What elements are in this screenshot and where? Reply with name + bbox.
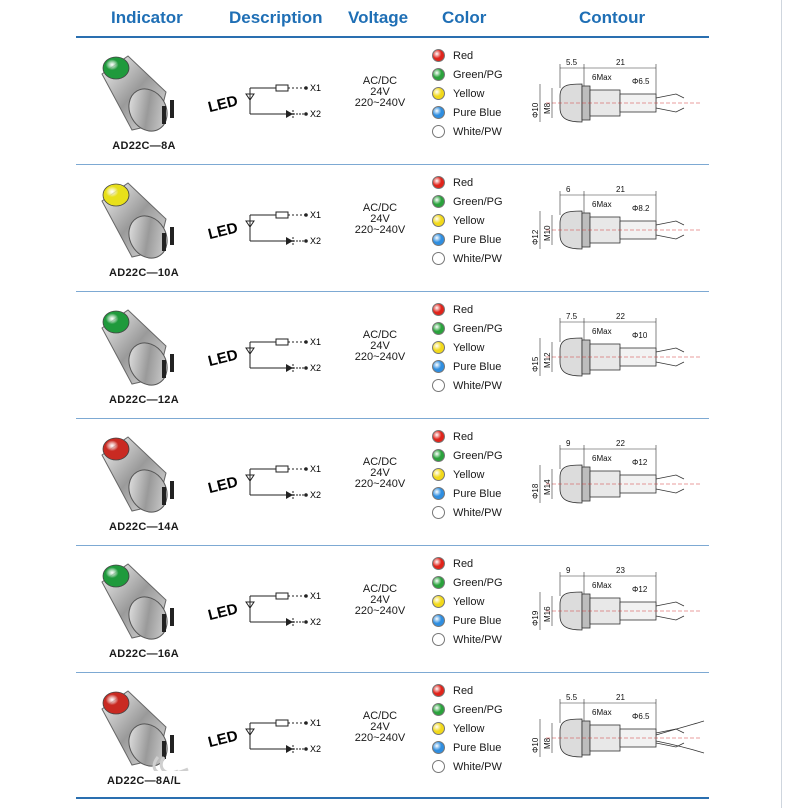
dim-d2: Φ10: [531, 102, 540, 118]
color-swatch: [432, 195, 445, 208]
dim-thread: M12: [543, 352, 552, 368]
dim-thread: M8: [543, 737, 552, 749]
dim-d1: Φ12: [632, 585, 648, 594]
dim-max: 6Max: [592, 327, 612, 336]
color-name: Red: [453, 176, 474, 189]
color-swatch: [432, 614, 445, 627]
color-name: Yellow: [453, 722, 485, 735]
color-swatch: [432, 176, 445, 189]
voltage-line: 220~240V: [354, 732, 406, 744]
color-name: Pure Blue: [453, 106, 502, 119]
color-name: Green/PG: [453, 449, 503, 462]
color-name: Green/PG: [453, 68, 503, 81]
color-name: White/PW: [453, 506, 502, 519]
color-name: Pure Blue: [453, 360, 502, 373]
dim-d1: Φ6.5: [632, 77, 650, 86]
terminal-x1: X1: [310, 718, 322, 728]
header-indicator: Indicator: [111, 8, 183, 27]
voltage-line: 220~240V: [354, 224, 406, 236]
color-swatch: [432, 125, 445, 138]
color-swatch: [432, 430, 445, 443]
color-name: Yellow: [453, 341, 485, 354]
dim-max: 6Max: [592, 708, 612, 717]
dim-d2: Φ19: [531, 610, 540, 626]
terminal-x2: X2: [310, 363, 322, 373]
dim-max: 6Max: [592, 200, 612, 209]
voltage-line: AC/DC: [362, 583, 398, 595]
dim-d2: Φ12: [531, 229, 540, 245]
dim-d1: Φ8.2: [632, 204, 650, 213]
terminal-x1: X1: [310, 591, 322, 601]
dim-d2: Φ18: [531, 483, 540, 499]
model-label: AD22C—14A: [109, 521, 179, 533]
voltage-line: AC/DC: [362, 202, 398, 214]
table-row: [0, 292, 786, 419]
terminal-x1: X1: [310, 337, 322, 347]
led-label: LED: [206, 346, 240, 371]
color-swatch: [432, 722, 445, 735]
dim-d1: Φ6.5: [632, 712, 650, 721]
indicator-lamp-image: [88, 298, 198, 390]
voltage-line: 220~240V: [354, 97, 406, 109]
color-swatch: [432, 252, 445, 265]
table-row: [0, 419, 786, 546]
color-name: White/PW: [453, 125, 502, 138]
voltage-line: 24V: [370, 721, 390, 733]
indicator-lamp-image: [88, 679, 198, 771]
dim-b: 23: [616, 566, 625, 575]
indicator-lamp-image: [88, 425, 198, 517]
voltage-line: AC/DC: [362, 75, 398, 87]
voltage-line: 24V: [370, 340, 390, 352]
contour-drawing: [526, 298, 706, 398]
led-label: LED: [206, 473, 240, 498]
dim-thread: M14: [543, 479, 552, 495]
dim-a: 9: [566, 439, 571, 448]
dim-d1: Φ12: [632, 458, 648, 467]
contour-drawing: [526, 171, 706, 271]
voltage-line: 24V: [370, 213, 390, 225]
indicator-lamp-image: [88, 552, 198, 644]
led-circuit-diagram: [206, 185, 336, 255]
led-circuit-diagram: [206, 58, 336, 128]
voltage-line: AC/DC: [362, 710, 398, 722]
led-label: LED: [206, 600, 240, 625]
voltage-text: [340, 457, 420, 490]
voltage-line: 24V: [370, 594, 390, 606]
color-swatch: [432, 557, 445, 570]
dim-a: 5.5: [566, 58, 578, 67]
voltage-line: 220~240V: [354, 351, 406, 363]
color-name: Yellow: [453, 214, 485, 227]
color-name: Red: [453, 430, 474, 443]
dim-max: 6Max: [592, 454, 612, 463]
color-name: White/PW: [453, 252, 502, 265]
color-swatch: [432, 633, 445, 646]
terminal-x1: X1: [310, 83, 322, 93]
dim-max: 6Max: [592, 581, 612, 590]
color-swatch: [432, 303, 445, 316]
color-name: White/PW: [453, 633, 502, 646]
color-swatch: [432, 703, 445, 716]
terminal-x2: X2: [310, 617, 322, 627]
model-label: AD22C—12A: [109, 394, 179, 406]
color-swatch: [432, 576, 445, 589]
footer-rule: [76, 797, 709, 799]
header-contour: Contour: [579, 8, 646, 27]
model-label: AD22C—10A: [109, 267, 179, 279]
dim-a: 7.5: [566, 312, 578, 321]
led-label: LED: [206, 92, 240, 117]
color-swatch: [432, 106, 445, 119]
table-row: [0, 673, 786, 800]
dim-b: 21: [616, 58, 625, 67]
color-name: Green/PG: [453, 195, 503, 208]
dim-d2: Φ15: [531, 356, 540, 372]
indicator-lamp-image: [88, 44, 198, 136]
dim-a: 9: [566, 566, 571, 575]
voltage-line: AC/DC: [362, 456, 398, 468]
model-label: AD22C—16A: [109, 648, 179, 660]
color-swatch: [432, 68, 445, 81]
dim-b: 22: [616, 439, 625, 448]
dim-max: 6Max: [592, 73, 612, 82]
led-circuit-diagram: [206, 566, 336, 636]
color-swatch: [432, 449, 445, 462]
color-swatch: [432, 684, 445, 697]
color-name: Red: [453, 49, 474, 62]
header-voltage: Voltage: [348, 8, 409, 27]
color-name: Pure Blue: [453, 614, 502, 627]
table-row: [0, 165, 786, 292]
color-name: Yellow: [453, 87, 485, 100]
dim-a: 6: [566, 185, 571, 194]
color-name: Pure Blue: [453, 741, 502, 754]
led-circuit-diagram: [206, 693, 336, 763]
led-circuit-diagram: [206, 439, 336, 509]
dim-b: 21: [616, 693, 625, 702]
color-swatch: [432, 487, 445, 500]
color-swatch: [432, 233, 445, 246]
color-name: Red: [453, 557, 474, 570]
contour-drawing: [526, 679, 706, 779]
terminal-x1: X1: [310, 464, 322, 474]
color-name: Yellow: [453, 595, 485, 608]
contour-drawing: [526, 44, 706, 144]
color-swatch: [432, 341, 445, 354]
color-swatch: [432, 322, 445, 335]
dim-thread: M10: [543, 225, 552, 241]
color-swatch: [432, 360, 445, 373]
terminal-x2: X2: [310, 744, 322, 754]
color-name: Green/PG: [453, 576, 503, 589]
dim-d2: Φ10: [531, 737, 540, 753]
color-name: White/PW: [453, 760, 502, 773]
dim-b: 22: [616, 312, 625, 321]
terminal-x1: X1: [310, 210, 322, 220]
voltage-text: [340, 584, 420, 617]
color-name: Red: [453, 684, 474, 697]
color-swatch: [432, 760, 445, 773]
voltage-text: [340, 711, 420, 744]
terminal-x2: X2: [310, 490, 322, 500]
table-row: [0, 546, 786, 673]
led-label: LED: [206, 727, 240, 752]
color-name: Green/PG: [453, 322, 503, 335]
color-name: Red: [453, 303, 474, 316]
contour-drawing: [526, 425, 706, 525]
color-name: Pure Blue: [453, 233, 502, 246]
voltage-text: [340, 203, 420, 236]
dim-b: 21: [616, 185, 625, 194]
color-swatch: [432, 379, 445, 392]
contour-drawing: [526, 552, 706, 652]
terminal-x2: X2: [310, 109, 322, 119]
dim-a: 5.5: [566, 693, 578, 702]
dim-d1: Φ10: [632, 331, 648, 340]
color-swatch: [432, 87, 445, 100]
voltage-line: 24V: [370, 86, 390, 98]
color-swatch: [432, 506, 445, 519]
model-label: AD22C—8A: [112, 140, 176, 152]
color-name: Pure Blue: [453, 487, 502, 500]
led-circuit-diagram: [206, 312, 336, 382]
color-swatch: [432, 468, 445, 481]
color-name: Green/PG: [453, 703, 503, 716]
voltage-text: [340, 76, 420, 109]
table-row: [0, 38, 786, 165]
terminal-x2: X2: [310, 236, 322, 246]
voltage-line: 220~240V: [354, 478, 406, 490]
header-description: Description: [229, 8, 323, 27]
voltage-line: 220~240V: [354, 605, 406, 617]
led-label: LED: [206, 219, 240, 244]
model-label: AD22C—8A/L: [107, 775, 181, 787]
voltage-line: AC/DC: [362, 329, 398, 341]
color-swatch: [432, 214, 445, 227]
dim-thread: M8: [543, 102, 552, 114]
dim-thread: M16: [543, 606, 552, 622]
color-swatch: [432, 49, 445, 62]
color-name: White/PW: [453, 379, 502, 392]
voltage-line: 24V: [370, 467, 390, 479]
voltage-text: [340, 330, 420, 363]
indicator-lamp-image: [88, 171, 198, 263]
color-name: Yellow: [453, 468, 485, 481]
color-swatch: [432, 741, 445, 754]
header-color: Color: [442, 8, 487, 27]
color-swatch: [432, 595, 445, 608]
